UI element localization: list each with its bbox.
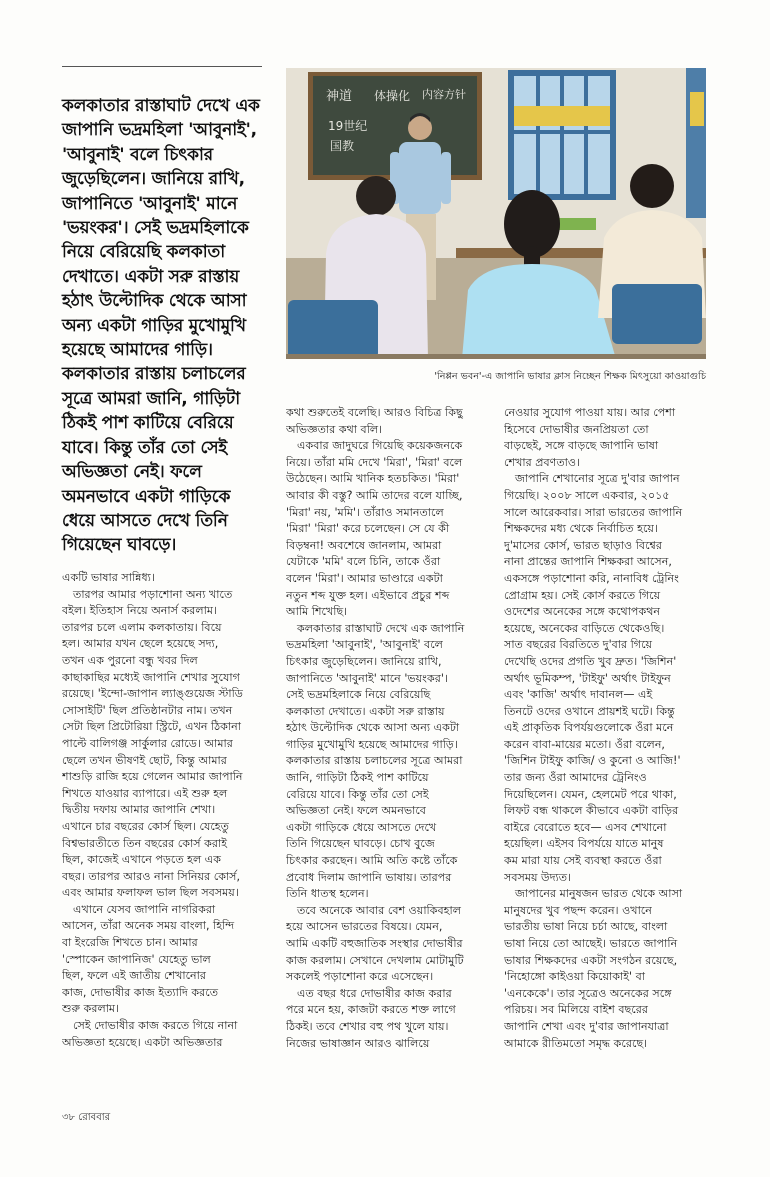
- article-line: সেটা ছিল প্রিটোরিয়া স্ট্রিটে, এখন ঠিকানা: [62, 720, 241, 734]
- board-text-2: 体操化: [374, 89, 411, 103]
- article-line: শেখার প্রবণতাও।: [504, 455, 581, 469]
- article-line: শিক্ষকদের মধ্য থেকে নির্বাচিত হয়ে।: [504, 522, 658, 536]
- article-line: জাপানি শেখানোর সূত্রে দু'বার জাপান: [515, 472, 680, 486]
- article-line: এত বছর ধরে দোভাষীর কাজ করার: [297, 986, 452, 1000]
- article-line: একটা গাড়িকে ধেয়ে আসতে দেখে: [286, 820, 437, 834]
- article-line: অর্থাৎ ভূমিকম্প, 'টাইফু' অর্থাৎ টাইফুন: [504, 671, 671, 685]
- board-text-4: 19世纪: [328, 119, 368, 133]
- article-line: 'স্পোকেন জাপানিজ' যেহেতু ভাল: [62, 952, 211, 966]
- article-line: সবসময় উদ্যত।: [504, 870, 572, 884]
- article-line: কাছাকাছির মধ্যেই জাপানি শেখার সুযোগ: [62, 670, 240, 684]
- article-line: কম মারা যায় সেই ব্যবস্থা করতে ওঁরা: [504, 854, 662, 868]
- article-line: হয়েছে, অনেকের বাড়িতে থেকেওছি।: [504, 621, 665, 635]
- pull-quote-line: জাপানিতে 'আবুনাই' মানে: [62, 193, 238, 214]
- board-text-3: 内容方针: [422, 88, 466, 101]
- pull-quote-line: হঠাৎ উল্টোদিক থেকে আসা: [62, 291, 247, 312]
- photo-caption: 'নিপ্পন ভবন'-এ জাপানি ভাষার ক্লাস নিচ্ছেন শিক্ষক মিৎসুয়ো কাওয়াগুচি: [434, 371, 706, 382]
- article-line: ছেলে তখন ভীষণই ছোট, কিন্তু আমার: [62, 753, 227, 767]
- article-line: আমি শিখেছি।: [286, 605, 348, 619]
- article-line: সালে আরেকবার। সারা ভারতের জাপানি: [504, 505, 683, 519]
- article-line: গাড়ির মুখোমুখি হয়েছে আমাদের গাড়ি।: [286, 737, 458, 751]
- article-line: বছর। তারপর আরও নানা সিনিয়র কোর্স,: [62, 869, 241, 883]
- article-line: অভিজ্ঞতার কথা বলি।: [286, 422, 383, 436]
- article-line: এবং 'কাজি' অর্থাৎ দাবানল— এই: [504, 688, 653, 702]
- article-line: একটি ভাষার সান্নিধ্য।: [62, 571, 155, 584]
- article-line: অভিজ্ঞতা নেই। ফলে অমনভাবে: [286, 804, 426, 818]
- article-line: 'মিরা' নয়, 'মমি'। তাঁরাও সমানতালে: [286, 505, 444, 519]
- pull-quote-line: যাবে। কিন্তু তাঁর তো সেই: [62, 437, 228, 458]
- article-column-3: [504, 405, 709, 1052]
- article-line: আমাকে রীতিমতো সমৃদ্ধ করেছে।: [504, 1036, 648, 1050]
- class-photo: [286, 68, 706, 359]
- article-line: জানি, গাড়িটা ঠিকই পাশ কাটিয়ে: [286, 771, 429, 785]
- pull-quote-line: গিয়েছেন ঘাবড়ে।: [62, 535, 177, 556]
- article-line: ছিল, ফলে এই জাতীয় শেখানোর: [62, 969, 206, 983]
- article-line: পরে মনে হয়, কাজটা করতে শক্ত লাগে: [286, 1003, 456, 1017]
- article-line: ভাষার শিক্ষকদের একটা সংগঠন রয়েছে,: [504, 953, 678, 967]
- pull-quote-line: কলকাতার রাস্তাঘাট দেখে এক: [62, 96, 260, 116]
- pull-quote-line: জুড়েছিলেন। জানিয়ে রাখি,: [62, 169, 245, 190]
- article-line: এখানে যেসব জাপানি নাগরিকরা: [73, 902, 216, 916]
- article-line: বলেন 'মিরা'। আমার ভাণ্ডারে একটা: [286, 571, 443, 585]
- article-line: জাপানি শেখা এবং দু'বার জাপানযাত্রা: [504, 1019, 669, 1033]
- article-line: নতুন শব্দ যুক্ত হল। এইভাবে প্রচুর শব্দ: [286, 588, 450, 602]
- article-line: বিশ্বভারতীতে তিন বছরের কোর্স করাই: [62, 836, 227, 850]
- article-column-2: [286, 405, 491, 1052]
- article-line: বইল। ইতিহাস নিয়ে অনার্স করলাম।: [62, 604, 217, 618]
- pull-quote-line: অভিজ্ঞতা নেই। ফলে: [62, 462, 202, 483]
- article-line: তখন এক পুরনো বন্ধু খবর দিল: [62, 653, 198, 667]
- article-line: 'নিহোঙ্গো কাইওয়া কিয়োকাই' বা: [504, 970, 645, 984]
- article-column-1: [62, 570, 272, 1051]
- article-line: বেরিয়ে যাবে। কিন্তু তাঁর তো সেই: [286, 787, 429, 801]
- article-line: কথা শুরুতেই বলেছি। আরও বিচিত্র কিছু: [286, 406, 463, 419]
- article-line: কাজ করলাম। সেখানে দেখলাম মোটামুটি: [286, 953, 464, 967]
- article-line: আবার কী বস্তু? আমি তাদের বলে যাচ্ছি,: [286, 488, 463, 502]
- window: [508, 70, 616, 200]
- top-rule: [62, 66, 262, 67]
- article-line: দ্বিতীয় দফায় আমার জাপানি শেখা।: [62, 803, 216, 817]
- article-line: চিৎকার করছেন। আমি অতি কষ্টে তাঁকে: [286, 854, 458, 868]
- article-line: চিৎকার জুড়েছিলেন। জানিয়ে রাখি,: [286, 654, 442, 668]
- pull-quote-line: সূত্রে আমরা জানি, গাড়িটা: [62, 388, 240, 409]
- article-line: সেই দোভাষীর কাজ করতে গিয়ে নানা: [73, 1019, 238, 1033]
- article-line: নিজের ভাষাজ্ঞান আরও ঝালিয়ে: [286, 1036, 430, 1050]
- article-line: প্রবোধ দিলাম জাপানি ভাষায়। তারপর: [286, 870, 452, 884]
- article-line: মানুষদের খুব পছন্দ করেন। ওখানে: [504, 903, 652, 917]
- article-line: প্রোগ্রাম হয়। সেই কোর্স করতে গিয়ে: [504, 588, 661, 602]
- article-line: দেখেছি ওদের প্রগতি খুব দ্রুত। 'জিশিন': [504, 654, 677, 668]
- pull-quote-line: জাপানি ভদ্রমহিলা 'আবুনাই',: [62, 120, 257, 141]
- page-folio: ৩৮ রোববার: [62, 1112, 111, 1123]
- article-line: 'মিরা' 'মিরা' করে চলেছেন। সে যে কী: [286, 522, 450, 536]
- article-line: কলকাতা দেখাতে। একটা সরু রাস্তায়: [286, 704, 445, 718]
- article-line: 'জিশিন টাইফু কাজি/ ও কুনো ও আজি!': [504, 754, 681, 768]
- article-line: অভিজ্ঞতা হয়েছে। একটা অভিজ্ঞতার: [62, 1035, 223, 1049]
- article-line: বিড়ম্বনা! অবশেষে জানলাম, আমরা: [286, 538, 442, 552]
- pull-quote-line: কলকাতার রাস্তায় চলাচলের: [62, 364, 246, 385]
- pull-quote-line: দেখাতে। একটা সরু রাস্তায়: [62, 266, 240, 287]
- article-line: সকলেই পড়াশোনা করে এসেছেন।: [286, 970, 434, 984]
- article-line: ঠিকই। তবে শেখার বহু পথ খুলে যায়।: [286, 1019, 449, 1033]
- pull-quote-line: অমনভাবে একটা গাড়িকে: [62, 486, 231, 507]
- article-line: তারপর চলে এলাম কলকাতায়। বিয়ে: [62, 620, 222, 634]
- article-line: একসঙ্গে পড়াশোনা করি, নানাবিধ ট্রেনিং: [504, 571, 679, 585]
- article-line: নেওয়ার সুযোগ পাওয়া যায়। আর পেশা: [504, 406, 676, 419]
- article-line: হয়ে আসেন ভারতের বিষয়ে। যেমন,: [286, 920, 443, 934]
- article-line: ছিল, কাজেই এখানে পড়তে হল এক: [62, 853, 222, 867]
- article-line: ভাষা নিয়ে তো আছেই। ভারতে জাপানি: [504, 937, 678, 950]
- pull-quote-line: হয়েছে আমাদের গাড়ি।: [62, 340, 213, 361]
- article-line: বাড়ছেই, সঙ্গে বাড়ছে জাপানি ভাষা: [504, 439, 659, 453]
- article-line: শুরু করলাম।: [62, 1002, 120, 1016]
- article-line: এবং আমার ফলাফল ভাল ছিল সবসময়।: [62, 886, 239, 900]
- article-line: শিখতে যাওয়ার ব্যাপারে। এই শুরু হল: [62, 786, 228, 800]
- article-line: ভারতীয় ভাষা নিয়ে চর্চা আছে, বাংলা: [504, 920, 668, 934]
- pull-quote-line: অন্য একটা গাড়ির মুখোমুখি: [62, 315, 246, 336]
- pull-quote-line: 'আবুনাই' বলে চিৎকার: [62, 144, 213, 165]
- article-line: তিনি গিয়েছেন ঘাবড়ে। চোখ বুজে: [286, 837, 435, 851]
- article-line: করেন বাবা-মায়ের মতো। ওঁরা বলেন,: [504, 737, 665, 751]
- article-line: হল। আমার যখন ছেলে হয়েছে সদ্য,: [62, 637, 219, 651]
- board-text-1: 神道: [326, 89, 353, 104]
- article-line: ভদ্রমহিলা 'আবুনাই', 'আবুনাই' বলে: [286, 638, 443, 652]
- pull-quote-line: নিয়ে বেরিয়েছি কলকাতা: [62, 242, 225, 263]
- article-line: উঠেছেন। আমি খানিক হতচকিত। 'মিরা': [286, 472, 460, 486]
- article-line: বাইরে বেরোতে হবে— এসব শেখানো: [504, 820, 667, 834]
- article-line: এই প্রাকৃতিক বিপর্যয়গুলোকে ওঁরা মনে: [504, 721, 674, 735]
- article-line: দু'মাসের কোর্স, ভারত ছাড়াও বিশ্বের: [504, 538, 662, 552]
- pull-quote: [62, 94, 272, 558]
- article-line: কলকাতার রাস্তায় চলাচলের সূত্রে আমরা: [286, 754, 463, 768]
- pull-quote-line: 'ভয়ংকর'। সেই ভদ্রমহিলাকে: [62, 218, 249, 239]
- pull-quote-line: ধেয়ে আসতে দেখে তিনি: [62, 510, 228, 531]
- article-line: পাল্টে বালিগঞ্জ সার্কুলার রোডে। আমার: [62, 736, 233, 750]
- pull-quote-line: ঠিকই পাশ কাটিয়ে বেরিয়ে: [62, 413, 234, 434]
- article-line: কলকাতার রাস্তাঘাট দেখে এক জাপানি: [297, 621, 465, 635]
- article-line: লিফট বন্ধ থাকলে কীভাবে একটা বাড়ির: [504, 804, 679, 818]
- article-line: রয়েছে। 'ইন্দো-জাপান ল্যাঙ্গুয়েজ স্টাডি: [62, 687, 243, 701]
- article-line: শাশুড়ি রাজি হয়ে গেলেন আমার জাপানি: [62, 770, 243, 784]
- article-line: আসেন, তাঁরা অনেক সময় বাংলা, হিন্দি: [62, 919, 235, 933]
- article-line: নানা প্রান্তের জাপানি শিক্ষকরা আসেন,: [504, 555, 672, 569]
- article-line: নিয়ে। তাঁরা মমি দেখে 'মিরা', 'মিরা' বলে: [286, 455, 463, 469]
- article-line: যেটাকে 'মমি' বলে চিনি, তাকে ওঁরা: [286, 555, 441, 569]
- article-line: সাত বছরের বিরতিতে দু'বার গিয়ে: [504, 638, 653, 652]
- article-line: পরিচয়। সব মিলিয়ে বাইশ বছরের: [504, 1003, 648, 1017]
- article-line: দিয়েছিলেন। যেমন, হেলমেট পরে থাকা,: [504, 787, 677, 801]
- article-line: 'এনকেকে'। তার সূত্রেও অনেকের সঙ্গে: [504, 986, 672, 1000]
- article-line: তার জন্য ওঁরা আমাদের ট্রেনিংও: [504, 771, 647, 785]
- article-line: কাজ, দোভাষীর কাজ ইত্যাদি করতে: [62, 985, 219, 999]
- article-line: তবে অনেকে আবার বেশ ওয়াকিবহাল: [297, 903, 461, 917]
- article-line: বা ইংরেজি শিখতে চান। আমার: [62, 936, 198, 950]
- article-line: তিনটে ওদের ওখানে প্রায়শই ঘটে। কিন্তু: [504, 704, 675, 718]
- article-line: সেই ভদ্রমহিলাকে নিয়ে বেরিয়েছি: [286, 688, 431, 702]
- article-line: একবার জাদুঘরে গিয়েছি কয়েকজনকে: [297, 439, 463, 453]
- article-line: তিনি ধাতস্থ হলেন।: [286, 887, 369, 901]
- article-line: গিয়েছি। ২০০৮ সালে একবার, ২০১৫: [504, 488, 670, 502]
- article-line: ওদেশের অনেকের সঙ্গে কথোপকথন: [504, 605, 661, 619]
- article-line: তারপর আমার পড়াশোনা অন্য খাতে: [73, 587, 233, 601]
- article-line: এখানে চার বছরের কোর্স ছিল। যেহেতু: [62, 819, 229, 833]
- board-text-5: 国教: [330, 139, 355, 153]
- article-line: সোসাইটি' ছিল প্রতিষ্ঠানটার নাম। তখন: [62, 703, 233, 717]
- article-line: হিসেবে দোভাষীর জনপ্রিয়তা তো: [504, 422, 649, 436]
- article-line: জাপানিতে 'আবুনাই' মানে 'ভয়ংকর'।: [286, 671, 448, 685]
- article-line: হয়েছিল। এইসব বিপর্যয়ে যাতে মানুষ: [504, 837, 664, 851]
- article-line: আমি একটি বহুজাতিক সংস্থার দোভাষীর: [286, 937, 463, 950]
- article-line: হঠাৎ উল্টোদিক থেকে আসা অন্য একটা: [286, 721, 460, 735]
- article-line: জাপানের মানুষজন ভারত থেকে আসা: [515, 887, 683, 901]
